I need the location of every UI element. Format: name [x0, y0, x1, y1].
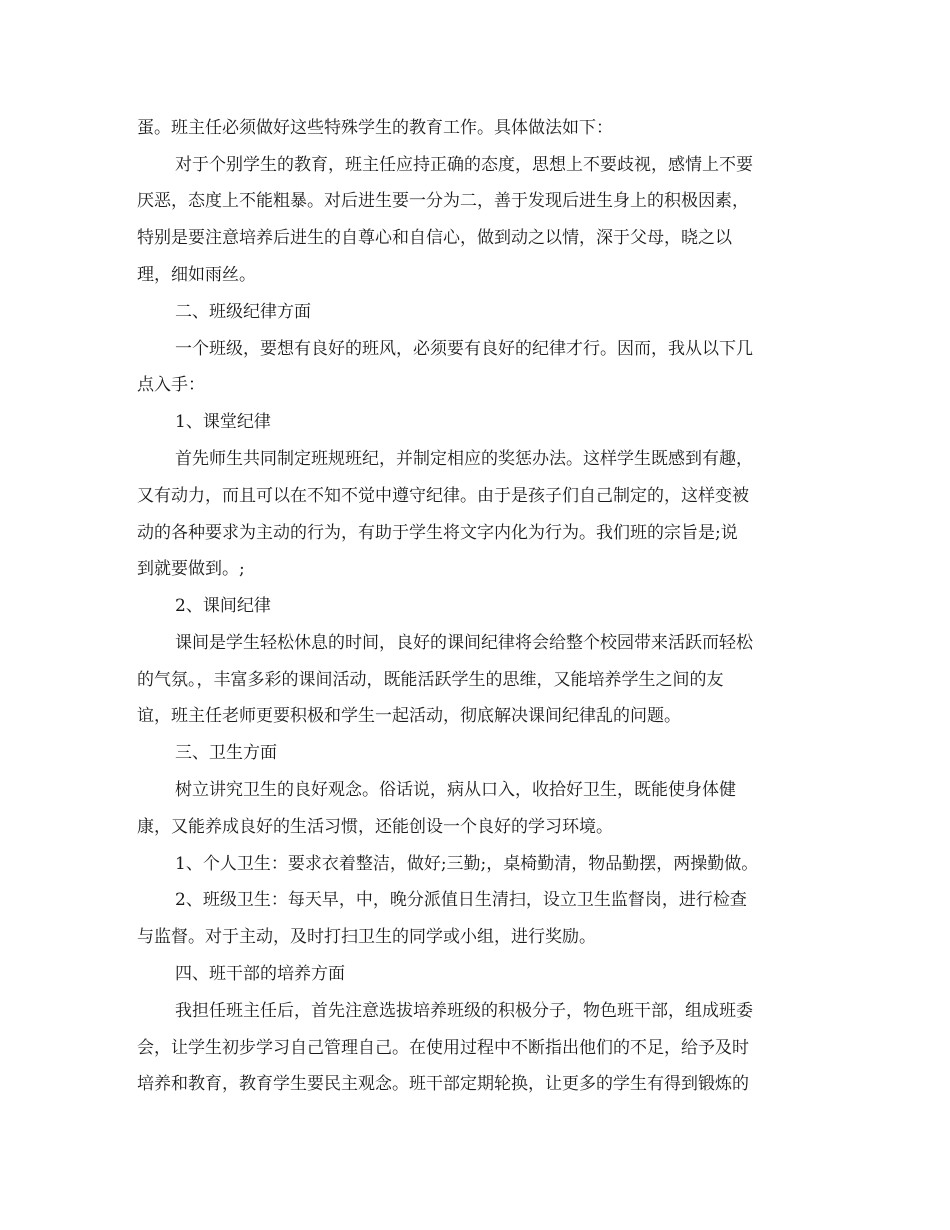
- text-line: 会，让学生初步学习自己管理自己。在使用过程中不断指出他们的不足，给予及时: [137, 1038, 749, 1058]
- section-heading: 三、卫生方面: [175, 743, 277, 763]
- paragraph-start-line: 课间是学生轻松休息的时间，良好的课间纪律将会给整个校园带来活跃而轻松: [175, 633, 753, 653]
- paragraph-start-line: 2、班级卫生：每天早，中，晚分派值日生清扫，设立卫生监督岗，进行检查: [175, 890, 747, 910]
- paragraph-start-line: 树立讲究卫生的良好观念。俗话说，病从口入，收拾好卫生，既能使身体健: [175, 780, 736, 800]
- section-heading: 二、班级纪律方面: [175, 302, 311, 322]
- text-line: 动的各种要求为主动的行为，有助于学生将文字内化为行为。我们班的宗旨是;说: [137, 523, 738, 543]
- text-line: 谊，班主任老师更要积极和学生一起活动，彻底解决课间纪律乱的问题。: [137, 706, 681, 726]
- text-line: 蛋。班主任必须做好这些特殊学生的教育工作。具体做法如下：: [137, 118, 613, 138]
- paragraph-start-line: 对于个别学生的教育，班主任应持正确的态度，思想上不要歧视，感情上不要: [175, 155, 753, 175]
- paragraph-start-line: 1、个人卫生：要求衣着整洁，做好;三勤;，桌椅勤清，物品勤摆，两操勤做。: [175, 854, 759, 874]
- text-line: 特别是要注意培养后进生的自尊心和自信心，做到动之以情，深于父母，晓之以: [137, 228, 732, 248]
- text-line: 理，细如雨丝。: [137, 265, 256, 285]
- paragraph-start-line: 我担任班主任后，首先注意选拔培养班级的积极分子，物色班干部，组成班委: [175, 1001, 753, 1021]
- text-line: 又有动力，而且可以在不知不觉中遵守纪律。由于是孩子们自己制定的，这样变被: [137, 486, 749, 506]
- text-line: 到就要做到。;: [137, 559, 245, 579]
- subsection-heading: 1、课堂纪律: [175, 412, 271, 432]
- text-line: 点入手：: [137, 375, 205, 395]
- text-line: 康，又能养成良好的生活习惯，还能创设一个良好的学习环境。: [137, 817, 613, 837]
- text-line: 厌恶，态度上不能粗暴。对后进生要一分为二，善于发现后进生身上的积极因素，: [137, 191, 749, 211]
- subsection-heading: 2、课间纪律: [175, 596, 271, 616]
- paragraph-start-line: 首先师生共同制定班规班纪，并制定相应的奖惩办法。这样学生既感到有趣，: [175, 449, 753, 469]
- section-heading: 四、班干部的培养方面: [175, 964, 345, 984]
- paragraph-start-line: 一个班级，要想有良好的班风，必须要有良好的纪律才行。因而，我从以下几: [175, 339, 753, 359]
- text-line: 培养和教育，教育学生要民主观念。班干部定期轮换，让更多的学生有得到锻炼的: [137, 1074, 749, 1094]
- text-line: 的气氛。，丰富多彩的课间活动，既能活跃学生的思维，又能培养学生之间的友: [137, 670, 724, 690]
- text-line: 与监督。对于主动，及时打扫卫生的同学或小组，进行奖励。: [137, 927, 596, 947]
